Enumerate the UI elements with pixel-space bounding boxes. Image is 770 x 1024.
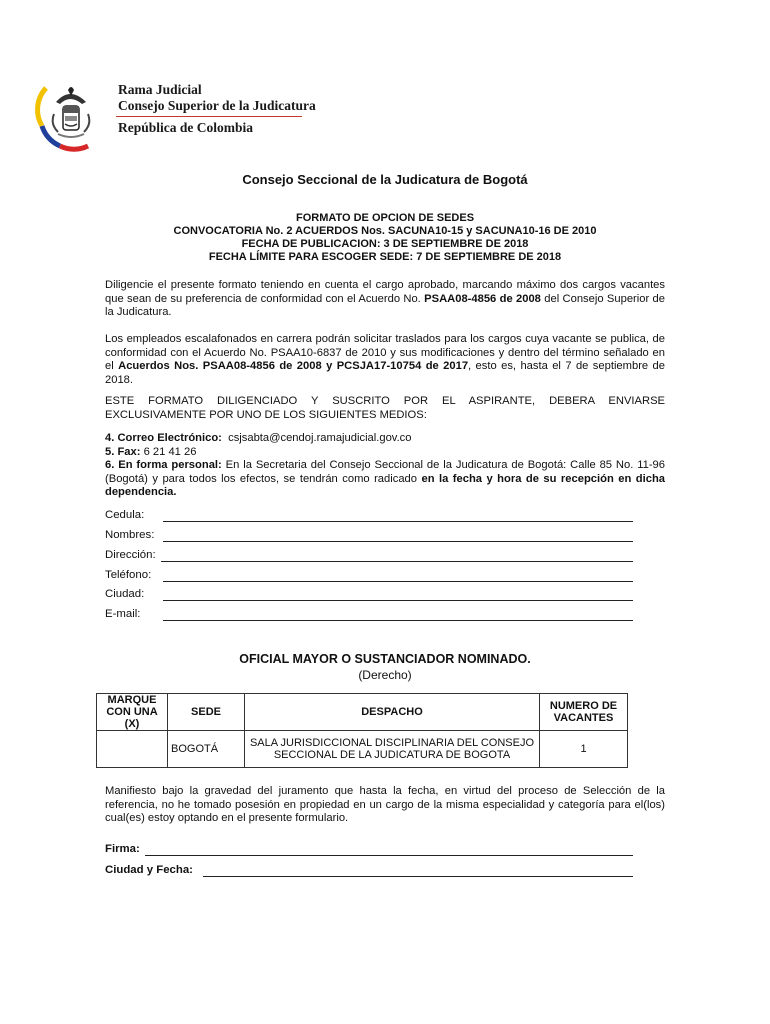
brand-line-rama-judicial: Rama Judicial bbox=[118, 82, 202, 97]
nombres-field[interactable] bbox=[105, 529, 633, 543]
submission-notice: ESTE FORMATO DILIGENCIADO Y SUSCRITO POR EL ASPIRANTE, DEBERA ENVIARSE EXCLUSIVAMENTE POR UNO DE LOS SIGUIENTES MEDIOS: bbox=[105, 395, 665, 421]
direccion-field[interactable] bbox=[105, 549, 633, 563]
direccion-label: Dirección: bbox=[105, 549, 156, 561]
cedula-field[interactable] bbox=[105, 509, 633, 523]
submission-means bbox=[105, 432, 665, 500]
col-header-despacho: DESPACHO bbox=[245, 694, 540, 731]
vacantes-cell: 1 bbox=[540, 731, 628, 768]
personal-means: 6. En forma personal: En la Secretaria del Consejo Seccional de la Judicatura de Bogotá: Calle 85 No. 11-96 (Bogotá) y para todos los efectos, se tendrán como radicado en la fecha y hora de su recepción en dicha dependencia. bbox=[105, 459, 665, 498]
direccion-line[interactable] bbox=[161, 561, 633, 562]
colombia-coat-of-arms-logo bbox=[32, 74, 110, 154]
ciudad-fecha-line[interactable] bbox=[203, 876, 633, 877]
nombres-line[interactable] bbox=[163, 541, 633, 542]
header-fecha-limite: FECHA LÍMITE PARA ESCOGER SEDE: 7 DE SEPTIEMBRE DE 2018 bbox=[208, 251, 562, 263]
ciudad-label: Ciudad: bbox=[105, 588, 145, 600]
nombres-label: Nombres: bbox=[105, 529, 155, 541]
despacho-cell: SALA JURISDICCIONAL DISCIPLINARIA DEL CONSEJO SECCIONAL DE LA JUDICATURA DE BOGOTA bbox=[245, 731, 540, 768]
section-subtitle: (Derecho) bbox=[358, 668, 412, 682]
telefono-label: Teléfono: bbox=[105, 569, 152, 581]
brand-divider bbox=[116, 116, 302, 117]
ciudad-fecha-label: Ciudad y Fecha: bbox=[105, 864, 193, 876]
email-line[interactable] bbox=[163, 620, 633, 621]
header-convocatoria: CONVOCATORIA No. 2 ACUERDOS Nos. SACUNA10-15 y SACUNA10-16 DE 2010 bbox=[173, 225, 597, 237]
email-label: E-mail: bbox=[105, 608, 141, 620]
table-header-row bbox=[97, 694, 628, 731]
sede-cell: BOGOTÁ bbox=[168, 731, 245, 768]
col-header-sede: SEDE bbox=[168, 694, 245, 731]
document-title: Consejo Seccional de la Judicatura de Bogotá bbox=[242, 172, 528, 187]
col-header-marque: MARQUE CON UNA (X) bbox=[97, 694, 168, 731]
firma-line[interactable] bbox=[145, 855, 633, 856]
firma-label: Firma: bbox=[105, 843, 140, 855]
ciudad-line[interactable] bbox=[163, 600, 633, 601]
section-title: OFICIAL MAYOR O SUSTANCIADOR NOMINADO. bbox=[239, 652, 531, 666]
firma-field[interactable] bbox=[105, 843, 633, 857]
brand-line-republica: República de Colombia bbox=[118, 120, 254, 135]
brand-line-consejo-superior: Consejo Superior de la Judicatura bbox=[118, 98, 316, 113]
transfer-paragraph: Los empleados escalafonados en carrera podrán solicitar traslados para los cargos cuya vacante se publica, de conformidad con el Acuerdo No. PSAA10-6837 de 2010 y sus modificaciones y dentro del término señalado en el Acuerdos Nos. PSAA08-4856 de 2008 y PCSJA17-10754 de 2017, esto es, hasta el 7 de septiembre de 2018. bbox=[105, 333, 665, 386]
table-row bbox=[97, 731, 628, 768]
email-means: 4. Correo Electrónico: csjsabta@cendoj.ramajudicial.gov.co bbox=[105, 432, 412, 444]
marque-cell[interactable] bbox=[97, 731, 168, 768]
declaration-paragraph: Manifiesto bajo la gravedad del juramento que hasta la fecha, en virtud del proceso de Selección de la referencia, no he tomado posesión en propiedad en un cargo de la misma especialidad y categoría para el(los) cual(es) estoy optando en el presente formulario. bbox=[105, 785, 665, 824]
telefono-field[interactable] bbox=[105, 569, 633, 583]
cedula-label: Cedula: bbox=[105, 509, 145, 521]
col-header-vacantes: NUMERO DE VACANTES bbox=[540, 694, 628, 731]
fax-means: 5. Fax: 6 21 41 26 bbox=[105, 445, 197, 458]
instructions-paragraph: Diligencie el presente formato teniendo en cuenta el cargo aprobado, marcando máximo dos cargos vacantes que sean de su preferencia de conformidad con el Acuerdo No. PSAA08-4856 de 2008 del Consejo Superior de la Judicatura. bbox=[105, 279, 665, 318]
ciudad-field[interactable] bbox=[105, 588, 633, 602]
cedula-line[interactable] bbox=[163, 521, 633, 522]
sedes-table bbox=[96, 693, 628, 768]
email-field[interactable] bbox=[105, 608, 633, 622]
header-formato: FORMATO DE OPCION DE SEDES bbox=[295, 212, 475, 224]
header-fecha-publicacion: FECHA DE PUBLICACION: 3 DE SEPTIEMBRE DE 2018 bbox=[241, 238, 529, 250]
telefono-line[interactable] bbox=[163, 581, 633, 582]
ciudad-fecha-field[interactable] bbox=[105, 864, 633, 878]
